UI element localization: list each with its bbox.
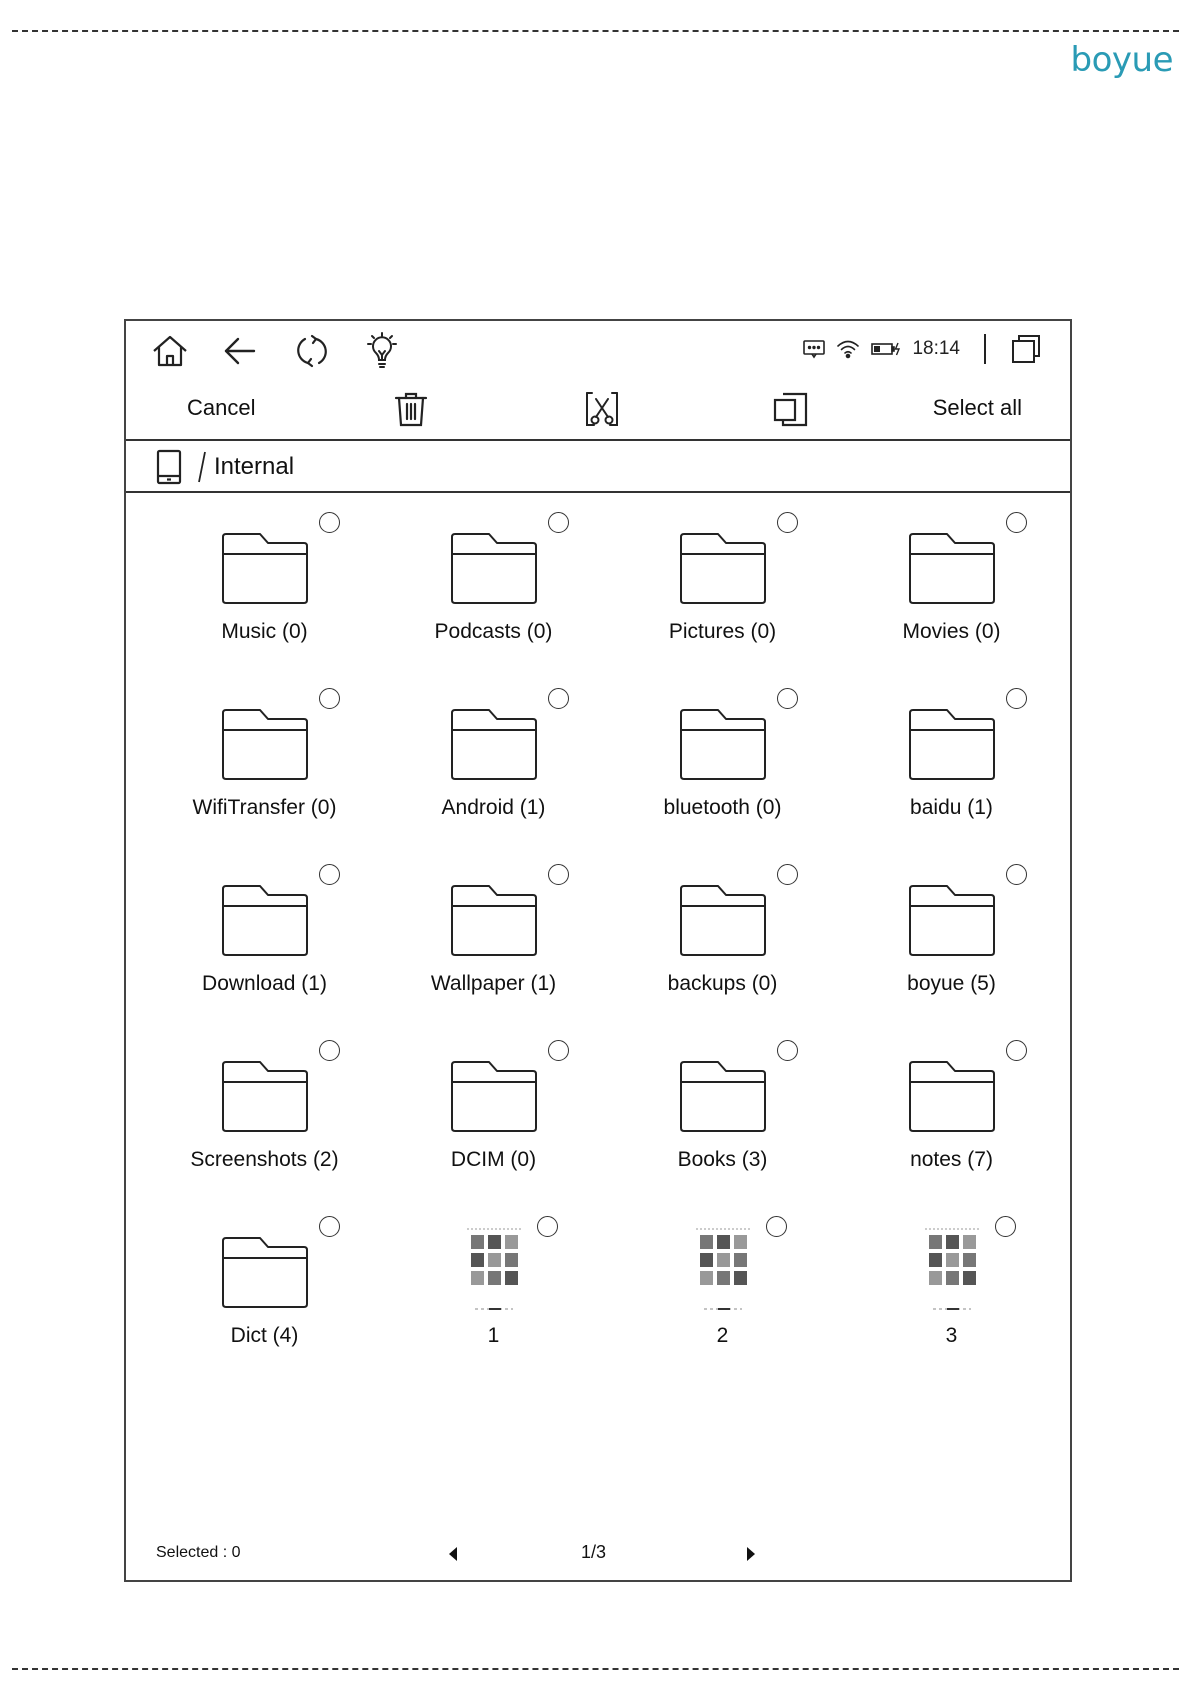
select-radio[interactable] — [319, 512, 340, 533]
select-radio[interactable] — [777, 864, 798, 885]
select-radio[interactable] — [777, 688, 798, 709]
item-label: 1 — [487, 1324, 500, 1347]
select-radio[interactable] — [548, 512, 569, 533]
item-label: Dict (4) — [230, 1324, 299, 1347]
image-file-item[interactable] — [837, 1215, 1066, 1391]
folder-item[interactable] — [608, 687, 837, 863]
folder-icon — [678, 701, 768, 781]
folder-item[interactable] — [150, 1215, 379, 1391]
folder-item[interactable] — [150, 1039, 379, 1215]
folder-icon — [678, 525, 768, 605]
folder-item[interactable] — [150, 687, 379, 863]
refresh-icon[interactable] — [292, 331, 332, 371]
folder-icon — [449, 1053, 539, 1133]
bottom-dashed-divider — [12, 1668, 1179, 1670]
item-label: Wallpaper (1) — [430, 972, 557, 995]
select-radio[interactable] — [1006, 512, 1027, 533]
image-thumbnail — [923, 1223, 981, 1315]
folder-item[interactable] — [837, 1039, 1066, 1215]
cut-scissors-icon[interactable] — [582, 389, 622, 429]
item-label: 2 — [716, 1324, 729, 1347]
item-label: WifiTransfer (0) — [192, 796, 337, 819]
message-icon — [802, 338, 826, 360]
folder-icon — [907, 701, 997, 781]
brand-logo: boyue — [1070, 40, 1173, 80]
folder-icon — [907, 525, 997, 605]
item-label: 3 — [945, 1324, 958, 1347]
previous-page-icon[interactable] — [446, 1546, 460, 1562]
status-bar — [126, 321, 1070, 379]
status-separator — [984, 334, 986, 364]
select-radio[interactable] — [1006, 1040, 1027, 1061]
folder-item[interactable] — [608, 1039, 837, 1215]
folder-item[interactable] — [608, 863, 837, 1039]
select-radio[interactable] — [777, 1040, 798, 1061]
folder-item[interactable] — [608, 511, 837, 687]
folder-icon — [907, 1053, 997, 1133]
folder-item[interactable] — [379, 1039, 608, 1215]
item-label: Movies (0) — [902, 620, 1001, 643]
select-radio[interactable] — [319, 864, 340, 885]
back-arrow-icon[interactable] — [220, 331, 260, 371]
item-label: bluetooth (0) — [663, 796, 782, 819]
home-icon[interactable] — [150, 331, 190, 371]
folder-item[interactable] — [379, 511, 608, 687]
folder-item[interactable] — [837, 511, 1066, 687]
select-radio[interactable] — [777, 512, 798, 533]
file-grid — [150, 511, 1066, 1391]
folder-item[interactable] — [837, 687, 1066, 863]
selected-count: Selected : 0 — [156, 1544, 241, 1561]
breadcrumb-internal[interactable]: Internal — [214, 453, 295, 480]
folder-item[interactable] — [837, 863, 1066, 1039]
select-radio[interactable] — [548, 688, 569, 709]
wifi-icon — [836, 338, 860, 360]
select-radio[interactable] — [995, 1216, 1016, 1237]
select-radio[interactable] — [319, 1216, 340, 1237]
window-switch-icon[interactable] — [1010, 333, 1042, 365]
folder-icon — [678, 877, 768, 957]
item-label: boyue (5) — [907, 972, 996, 995]
select-all-button[interactable]: Select all — [932, 395, 1022, 420]
select-radio[interactable] — [1006, 688, 1027, 709]
folder-icon — [678, 1053, 768, 1133]
image-file-item[interactable] — [608, 1215, 837, 1391]
select-radio[interactable] — [319, 688, 340, 709]
folder-icon — [907, 877, 997, 957]
copy-icon[interactable] — [771, 389, 811, 429]
delete-trash-icon[interactable] — [391, 389, 431, 429]
folder-icon — [220, 1229, 310, 1309]
lightbulb-icon[interactable] — [362, 331, 402, 371]
folder-item[interactable] — [379, 687, 608, 863]
item-label: Podcasts (0) — [434, 620, 553, 643]
image-thumbnail — [465, 1223, 523, 1315]
pagination-footer — [126, 1530, 1070, 1580]
select-radio[interactable] — [1006, 864, 1027, 885]
cancel-button[interactable]: Cancel — [187, 395, 256, 420]
folder-item[interactable] — [150, 511, 379, 687]
folder-icon — [220, 701, 310, 781]
select-radio[interactable] — [548, 1040, 569, 1061]
clock-time: 18:14 — [912, 338, 960, 359]
select-radio[interactable] — [537, 1216, 558, 1237]
item-label: Pictures (0) — [668, 620, 777, 643]
item-label: Android (1) — [441, 796, 546, 819]
status-indicators — [802, 333, 1042, 365]
top-dashed-divider — [12, 30, 1179, 32]
select-radio[interactable] — [548, 864, 569, 885]
selection-toolbar — [126, 379, 1070, 441]
next-page-icon[interactable] — [744, 1546, 758, 1562]
path-separator — [196, 449, 208, 485]
item-label: Books (3) — [677, 1148, 768, 1171]
item-label: Download (1) — [202, 972, 327, 995]
battery-charging-icon — [870, 338, 902, 360]
breadcrumb — [126, 441, 1070, 493]
select-radio[interactable] — [766, 1216, 787, 1237]
page-indicator: 1/3 — [581, 1542, 607, 1562]
folder-icon — [220, 525, 310, 605]
item-label: Music (0) — [221, 620, 308, 643]
image-thumbnail — [694, 1223, 752, 1315]
image-file-item[interactable] — [379, 1215, 608, 1391]
select-radio[interactable] — [319, 1040, 340, 1061]
folder-item[interactable] — [379, 863, 608, 1039]
folder-item[interactable] — [150, 863, 379, 1039]
folder-icon — [449, 701, 539, 781]
tablet-device-icon[interactable] — [156, 449, 182, 485]
folder-icon — [449, 525, 539, 605]
item-label: Screenshots (2) — [190, 1148, 339, 1171]
device-screen — [124, 319, 1072, 1582]
item-label: DCIM (0) — [450, 1148, 537, 1171]
item-label: backups (0) — [667, 972, 778, 995]
folder-icon — [220, 1053, 310, 1133]
item-label: notes (7) — [910, 1148, 993, 1171]
item-label: baidu (1) — [910, 796, 993, 819]
folder-icon — [220, 877, 310, 957]
folder-icon — [449, 877, 539, 957]
